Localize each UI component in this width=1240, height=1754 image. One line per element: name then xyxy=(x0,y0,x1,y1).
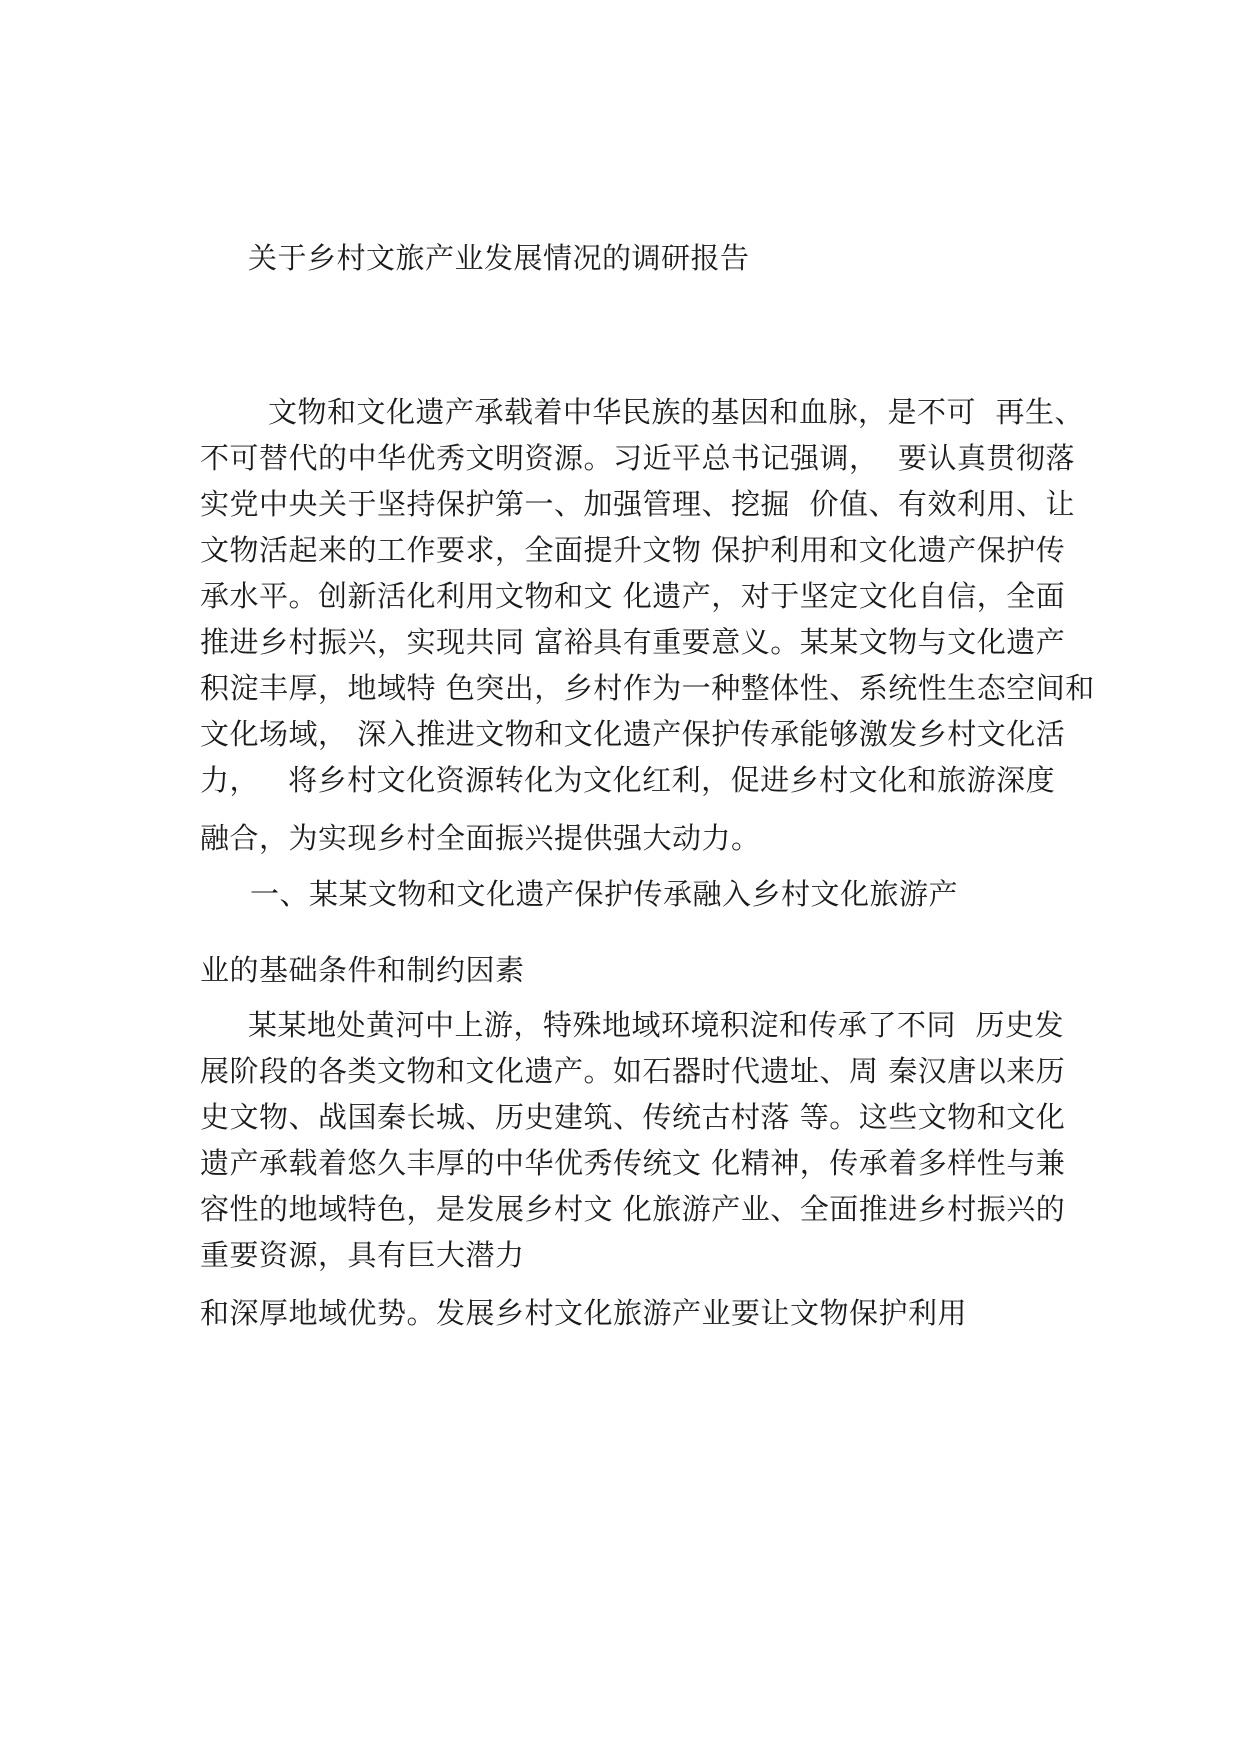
paragraph-1-line: 承水平。创新活化利用文物和文 化遗产，对于坚定文化自信，全面 xyxy=(200,579,1066,613)
document-title: 关于乡村文旅产业发展情况的调研报告 xyxy=(248,241,750,275)
paragraph-2-line: 重要资源，具有巨大潜力 xyxy=(200,1238,525,1272)
paragraph-1-line: 实党中央关于坚持保护第一、加强管理、挖掘 价值、有效利用、让 xyxy=(200,487,1075,521)
paragraph-1-line: 融合，为实现乡村全面振兴提供强大动力。 xyxy=(200,821,761,855)
paragraph-1-line: 积淀丰厚，地域特 色突出，乡村作为一种整体性、系统性生态空间和 xyxy=(200,671,1095,705)
paragraph-2-line: 某某地处黄河中上游，特殊地域环境积淀和传承了不同 历史发 xyxy=(248,1008,1064,1042)
paragraph-1-line: 推进乡村振兴，实现共同 富裕具有重要意义。某某文物与文化遗产 xyxy=(200,625,1066,659)
paragraph-2-line: 和深厚地域优势。发展乡村文化旅游产业要让文物保护利用 xyxy=(200,1296,968,1330)
paragraph-2-line: 遗产承载着悠久丰厚的中华优秀传统文 化精神，传承着多样性与兼 xyxy=(200,1146,1066,1180)
paragraph-1-line: 不可替代的中华优秀文明资源。习近平总书记强调， 要认真贯彻落 xyxy=(200,441,1075,475)
paragraph-1-line: 文化场域， 深入推进文物和文化遗产保护传承能够激发乡村文化活 xyxy=(200,717,1066,751)
paragraph-2-line: 史文物、战国秦长城、历史建筑、传统古村落 等。这些文物和文化 xyxy=(200,1100,1066,1134)
paragraph-2-line: 展阶段的各类文物和文化遗产。如石器时代遗址、周 秦汉唐以来历 xyxy=(200,1054,1066,1088)
paragraph-2-line: 容性的地域特色，是发展乡村文 化旅游产业、全面推进乡村振兴的 xyxy=(200,1192,1066,1226)
section-heading: 一、某某文物和文化遗产保护传承融入乡村文化旅游产 xyxy=(250,877,959,911)
paragraph-1-line: 力， 将乡村文化资源转化为文化红利，促进乡村文化和旅游深度 xyxy=(200,763,1056,797)
paragraph-1-line: 文物和文化遗产承载着中华民族的基因和血脉，是不可 再生、 xyxy=(268,395,1084,429)
section-heading: 业的基础条件和制约因素 xyxy=(200,953,525,987)
paragraph-1-line: 文物活起来的工作要求，全面提升文物 保护利用和文化遗产保护传 xyxy=(200,533,1066,567)
